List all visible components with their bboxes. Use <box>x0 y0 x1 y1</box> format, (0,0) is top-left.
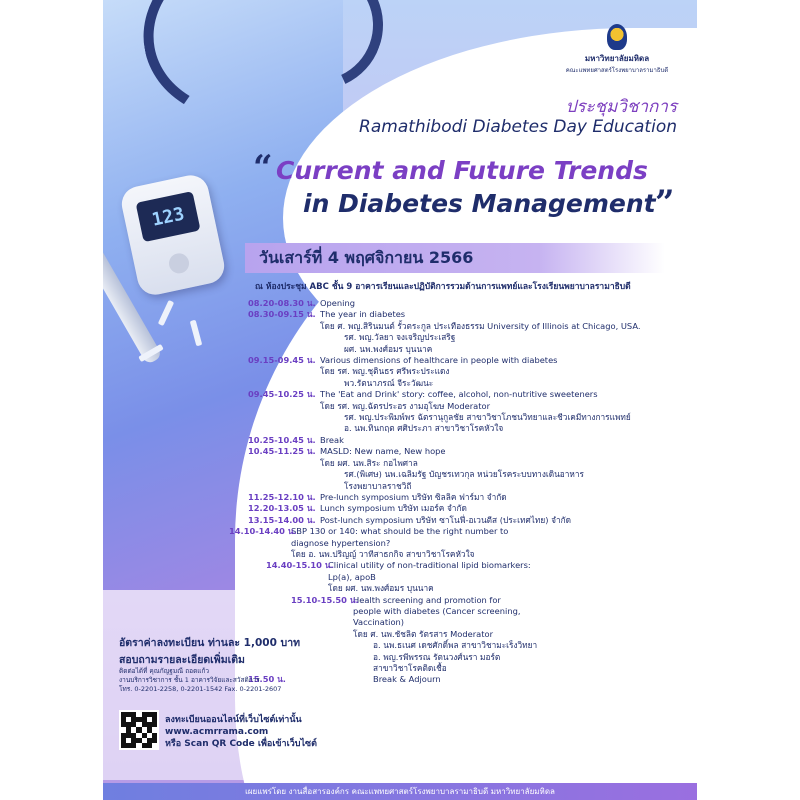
schedule-text: โรงพยาบาลราชวิถี <box>344 480 412 491</box>
schedule-row <box>248 355 688 366</box>
schedule-row <box>248 469 688 480</box>
schedule-text: โดย ผศ. นพ.สิระ กอไพศาล <box>320 457 418 468</box>
schedule-row <box>248 389 688 400</box>
schedule-text: diagnose hypertension? <box>291 537 391 548</box>
schedule-row <box>248 629 688 640</box>
poster <box>103 0 697 800</box>
registration-fee: อัตราค่าลงทะเบียน ท่านละ 1,000 บาท <box>119 637 301 649</box>
test-strip-icon <box>190 320 203 347</box>
schedule-row <box>248 309 688 320</box>
schedule-text: Break <box>320 434 344 445</box>
schedule-text: people with diabetes (Cancer screening, <box>353 605 521 616</box>
schedule-text: โดย ศ. พญ.สิรินมนต์ รั้วตระกูล ประเทืองธรรม University of Illinois at Chicago, USA. <box>320 320 641 331</box>
schedule-row <box>229 526 688 537</box>
schedule-text: โดย รศ. พญ.ฉัตรประอร งามอุโฆษ Moderator <box>320 400 490 411</box>
glucometer-icon <box>119 172 228 298</box>
schedule-row <box>248 446 688 457</box>
schedule-time: 08.20-08.30 น. <box>248 298 316 308</box>
university-seal-icon <box>607 24 627 50</box>
schedule-time: 15.10-15.50 น. <box>291 594 359 605</box>
faculty-name: คณะแพทยศาสตร์โรงพยาบาลรามาธิบดี <box>565 67 669 74</box>
university-name: มหาวิทยาลัยมหิดล <box>584 54 650 63</box>
glucometer-button <box>167 252 191 276</box>
schedule-row <box>248 560 688 571</box>
schedule-text: The 'Eat and Drink' story: coffee, alcohol, non-nutritive sweeteners <box>320 389 598 400</box>
mahidol-logo <box>557 24 677 75</box>
schedule-row <box>248 458 688 469</box>
schedule-text: Health screening and promotion for <box>353 594 501 605</box>
contact-line: งานบริการวิชาการ ชั้น 1 อาคารวิจัยและสวัสดิการ <box>119 676 260 684</box>
schedule-row <box>248 652 688 663</box>
schedule-text: โดย ผศ. นพ.พงศ์อมร บุนนาค <box>328 583 434 594</box>
schedule-row <box>248 298 688 309</box>
main-title-line1: Current and Future Trends <box>276 156 648 185</box>
schedule-text: อ. พญ.รพีพรรณ รัตนวงศ์นรา มอร์ต <box>373 651 501 662</box>
schedule-row <box>248 674 688 685</box>
schedule-time: 09.15-09.45 น. <box>248 355 316 366</box>
schedule-row <box>248 423 688 434</box>
schedule-text: Various dimensions of healthcare in people with diabetes <box>320 355 558 366</box>
schedule-text: รศ. พญ.ประพิมพ์พร ฉัตรานุกูลชัย สาขาวิชาโภชนวิทยาและชีวเคมีทางการแพทย์ <box>344 412 631 423</box>
schedule-row <box>248 344 688 355</box>
schedule-text: สาขาวิชาโรคติดเชื้อ <box>373 663 447 673</box>
schedule-row <box>248 572 688 583</box>
event-date: วันเสาร์ที่ 4 พฤศจิกายน 2566 <box>259 248 474 267</box>
schedule-row <box>248 492 688 503</box>
schedule-row <box>248 640 688 651</box>
schedule-row <box>248 606 688 617</box>
schedule-text: MASLD: New name, New hope <box>320 446 446 457</box>
schedule-row <box>248 617 688 628</box>
schedule-time: 08.30-09.15 น. <box>248 309 316 320</box>
schedule-row <box>248 583 688 594</box>
schedule-time: 14.40-15.10 น. <box>266 560 334 571</box>
schedule-text: อ. นพ.ธเนศ เดชศักดิ์พล สาขาวิชามะเร็งวิทยา <box>373 640 538 651</box>
schedule-time: 10.25-10.45 น. <box>248 434 316 445</box>
schedule-text: Break & Adjourn <box>373 674 441 685</box>
schedule-time: 11.25-12.10 น. <box>248 491 316 502</box>
schedule-row <box>248 481 688 492</box>
schedule-row <box>248 435 688 446</box>
schedule-row <box>248 549 688 560</box>
schedule-text: SBP 130 or 140: what should be the right number to <box>291 526 509 537</box>
schedule-row <box>248 538 688 549</box>
schedule-text: โดย ศ. นพ.ชัชลิต รัตรสาร Moderator <box>353 628 493 639</box>
schedule-row <box>248 663 688 674</box>
event-name: Ramathibodi Diabetes Day Education <box>359 117 677 137</box>
schedule-row <box>248 595 688 606</box>
schedule-time: 13.15-14.00 น. <box>248 514 316 525</box>
schedule-row <box>248 515 688 526</box>
main-title-line2: in Diabetes Management <box>303 189 656 218</box>
schedule-text: Lp(a), apoB <box>328 571 376 582</box>
schedule-row <box>248 332 688 343</box>
schedule-text: Post-lunch symposium บริษัท ซาโนฟี่-อเวนตีส (ประเทศไทย) จำกัด <box>320 514 572 525</box>
schedule-text: โดย อ. นพ.ปริญญ์ วาทีสาธกกิจ สาขาวิชาโรคหัวใจ <box>291 548 475 559</box>
footer-publisher: เผยแพร่โดย งานสื่อสารองค์กร คณะแพทยศาสตร์โรงพยาบาลรามาธิบดี มหาวิทยาลัยมหิดล <box>103 783 697 800</box>
open-quote: “ <box>253 148 273 188</box>
schedule-time: 14.10-14.40 น. <box>229 526 297 537</box>
schedule-time: 10.45-11.25 น. <box>248 446 316 457</box>
schedule-row <box>248 412 688 423</box>
registration-note: ลงทะเบียนออนไลน์ที่เว็บไซต์เท่านั้น <box>165 715 302 725</box>
online-registration <box>165 714 317 750</box>
close-quote: ” <box>655 183 675 223</box>
schedule-row <box>248 401 688 412</box>
contact-line: โทร. 0-2201-2258, 0-2201-1542 Fax. 0-2201-2607 <box>119 685 282 693</box>
contact-line: ติดต่อได้ที่ คุณกัญฐมณี ถอดแก้ว <box>119 667 210 675</box>
schedule-time: 09.45-10.25 น. <box>248 389 316 400</box>
schedule-row <box>248 378 688 389</box>
contact-info <box>119 667 281 694</box>
schedule-text: Pre-lunch symposium บริษัท ซิลลิค ฟาร์มา จำกัด <box>320 491 507 502</box>
qr-code-icon[interactable] <box>119 710 159 750</box>
schedule-text: Opening <box>320 298 355 308</box>
schedule-text: Clinical utility of non-traditional lipid biomarkers: <box>328 560 531 571</box>
glucometer-screen: 123 <box>136 191 201 242</box>
schedule-row <box>248 503 688 514</box>
schedule-row <box>248 321 688 332</box>
schedule-text: โดย รศ. พญ.ชุตินธร ศรีพระประแดง <box>320 366 450 377</box>
schedule-text: Lunch symposium บริษัท เมอร์ค จำกัด <box>320 503 467 514</box>
schedule-text: พว.รัตนาภรณ์ จีระวัฒนะ <box>344 377 434 388</box>
schedule-text: รศ.(พิเศษ) นพ.เฉลิมรัฐ บัญชรเทวกุล หน่วยโรคระบบทางเดินอาหาร <box>344 469 585 480</box>
inquiry-heading: สอบถามรายละเอียดเพิ่มเติม <box>119 654 245 666</box>
venue: ณ ห้องประชุม ABC ชั้น 9 อาคารเรียนและปฏิบัติการรวมด้านการแพทย์และโรงเรียนพยาบาลรามาธิบดี <box>255 282 631 292</box>
website-link[interactable]: www.acmrrama.com <box>165 727 269 737</box>
test-strip-icon <box>158 300 174 326</box>
schedule-text: The year in diabetes <box>320 309 406 320</box>
date-banner <box>245 243 665 273</box>
schedule-text: รศ. พญ.วัลยา จงเจริญประเสริฐ <box>344 332 456 343</box>
schedule-text: อ. นพ.ทินกฤต ศศิประภา สาขาวิชาโรคหัวใจ <box>344 423 504 434</box>
schedule-time: 15.50 น. <box>248 674 286 685</box>
schedule-text: ผศ. นพ.พงศ์อมร บุนนาค <box>344 343 433 354</box>
schedule-list <box>229 298 688 686</box>
qr-instruction: หรือ Scan QR Code เพื่อเข้าเว็บไซต์ <box>165 739 317 749</box>
schedule-text: Vaccination) <box>353 617 405 628</box>
schedule-time: 12.20-13.05 น. <box>248 503 316 514</box>
conference-thai-title: ประชุมวิชาการ <box>565 97 677 117</box>
schedule-row <box>248 366 688 377</box>
